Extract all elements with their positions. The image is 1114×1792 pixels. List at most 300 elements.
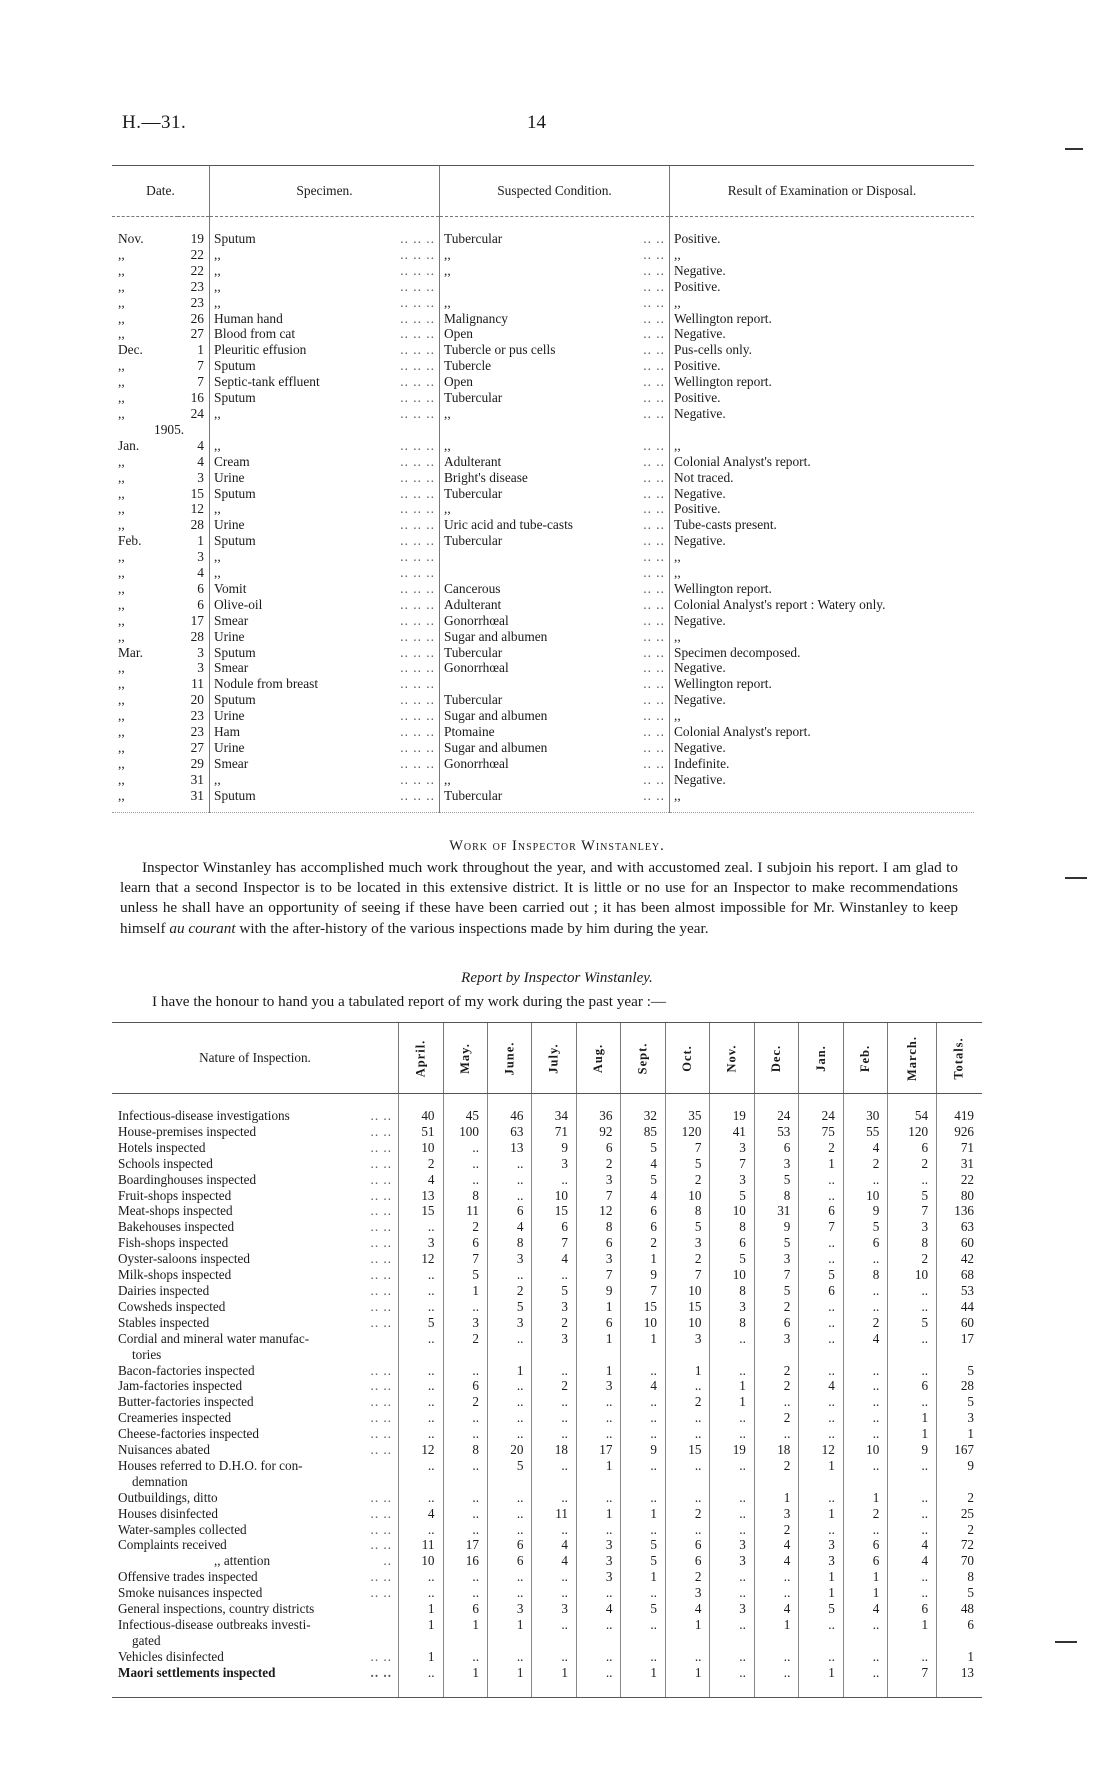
row-total: 25	[937, 1506, 982, 1522]
condition	[444, 295, 669, 311]
specimen-text: Sputum	[214, 644, 256, 660]
table-row	[112, 1124, 982, 1140]
row-total: 28	[937, 1378, 982, 1394]
month-value: 6	[665, 1553, 709, 1569]
specimen	[214, 613, 439, 629]
month-value: ..	[443, 1569, 487, 1585]
leader-dots: .. ..	[370, 1362, 393, 1378]
inspection-label	[118, 1649, 394, 1665]
leader-dots: .. ..	[643, 310, 665, 326]
month-value: 5	[487, 1299, 531, 1315]
month-value: 6	[487, 1553, 531, 1569]
date-month: Dec.	[118, 342, 143, 358]
month-value: 2	[665, 1569, 709, 1585]
specimen	[214, 390, 439, 406]
date-day: 31	[190, 771, 204, 787]
month-value: 15	[665, 1299, 709, 1315]
month-value: 8	[710, 1283, 754, 1299]
month-value: ..	[621, 1649, 665, 1665]
month-value: 9	[621, 1442, 665, 1458]
month-value: ..	[710, 1649, 754, 1665]
month-value: 8	[754, 1188, 798, 1204]
month-value: 1	[576, 1331, 620, 1363]
month-value: 2	[843, 1506, 887, 1522]
month-value: 19	[710, 1094, 754, 1124]
month-value: ..	[399, 1378, 443, 1394]
column-header-label: June.	[502, 1041, 517, 1076]
row-total: 6	[937, 1617, 982, 1649]
month-value: ..	[843, 1426, 887, 1442]
month-value: 5	[621, 1537, 665, 1553]
month-value: ..	[487, 1506, 531, 1522]
specimen-text: ,,	[214, 405, 221, 421]
month-value: ..	[843, 1283, 887, 1299]
condition-text: Adulterant	[444, 453, 502, 469]
leader-dots: .. .. ..	[400, 246, 435, 262]
month-value: ..	[532, 1410, 576, 1426]
month-value: 2	[754, 1458, 798, 1490]
inspection-label-text: Maori settlements inspected	[118, 1664, 276, 1680]
inspection-label-text: Smoke nuisances inspected	[118, 1585, 263, 1601]
month-value: 5	[621, 1553, 665, 1569]
inspection-label	[112, 1267, 399, 1283]
month-value: 1	[710, 1378, 754, 1394]
month-value: 6	[754, 1315, 798, 1331]
date-day: 3	[197, 549, 204, 565]
month-value: ..	[843, 1665, 887, 1698]
page-number: 14	[527, 112, 546, 133]
condition	[444, 326, 669, 342]
specimen-text: ,,	[214, 246, 221, 262]
section-paragraph	[120, 858, 958, 939]
leader-dots: .. .. ..	[400, 676, 435, 692]
specimen	[214, 406, 439, 422]
inspection-label	[112, 1617, 399, 1649]
month-value: ..	[799, 1235, 843, 1251]
leader-dots: .. ..	[643, 771, 665, 787]
leader-dots: .. ..	[643, 326, 665, 342]
inspection-label	[112, 1315, 399, 1331]
condition-text: Tubercular	[444, 644, 503, 660]
specimen-text: Ham	[214, 724, 241, 740]
month-value: 6	[576, 1315, 620, 1331]
table-row	[112, 629, 974, 645]
leader-dots: .. .. ..	[400, 724, 435, 740]
column-header-date: Date.	[112, 166, 210, 217]
inspection-label	[112, 1601, 399, 1617]
month-value: 1	[399, 1649, 443, 1665]
month-value: 12	[399, 1442, 443, 1458]
month-value: 40	[399, 1094, 443, 1124]
month-value: ..	[888, 1283, 937, 1299]
condition	[444, 486, 669, 502]
month-value: 1	[576, 1506, 620, 1522]
specimen-cell	[210, 358, 440, 374]
table-row	[112, 1506, 982, 1522]
month-value: ..	[399, 1665, 443, 1698]
condition	[444, 454, 669, 470]
date-day: 23	[190, 724, 204, 740]
result-cell: Negative.	[670, 692, 975, 708]
result-cell: ,,	[670, 708, 975, 724]
condition-text: Sugar and albumen	[444, 708, 548, 724]
month-value: 3	[799, 1553, 843, 1569]
condition	[444, 692, 669, 708]
table-row	[112, 217, 974, 247]
specimen	[214, 326, 439, 342]
month-value: 1	[799, 1156, 843, 1172]
month-value: 1	[799, 1458, 843, 1490]
leader-dots: .. .. ..	[400, 517, 435, 533]
page-header	[122, 112, 942, 142]
inspection-label-text: Hotels inspected	[118, 1139, 206, 1155]
month-value: ..	[799, 1490, 843, 1506]
month-value: 8	[710, 1315, 754, 1331]
month-value: ..	[665, 1378, 709, 1394]
condition	[444, 517, 669, 533]
month-value: ..	[710, 1410, 754, 1426]
leader-dots: .. ..	[370, 1426, 393, 1442]
month-value: ..	[888, 1331, 937, 1363]
specimen	[214, 692, 439, 708]
month-value: ..	[576, 1617, 620, 1649]
inspection-label	[118, 1426, 394, 1442]
leader-dots: .. ..	[643, 692, 665, 708]
table-row	[112, 438, 974, 454]
table-row	[112, 501, 974, 517]
month-value: 1	[399, 1617, 443, 1649]
specimen	[214, 629, 439, 645]
month-value: ..	[487, 1331, 531, 1363]
condition	[444, 549, 669, 565]
condition-cell	[440, 676, 670, 692]
month-value: 1	[799, 1585, 843, 1601]
inspection-label	[112, 1219, 399, 1235]
condition	[444, 231, 669, 247]
column-header-label: Nov.	[724, 1044, 739, 1073]
table-row	[112, 1553, 982, 1569]
month-value: 6	[799, 1283, 843, 1299]
leader-dots: .. .. ..	[400, 580, 435, 596]
specimen-cell	[210, 390, 440, 406]
month-value: 11	[443, 1203, 487, 1219]
leader-dots: .. .. ..	[400, 740, 435, 755]
month-value: ..	[399, 1490, 443, 1506]
row-total: 13	[937, 1665, 982, 1698]
specimen-text: Sputum	[214, 358, 256, 374]
result-cell: Wellington report.	[670, 581, 975, 597]
month-value: 5	[843, 1219, 887, 1235]
condition-text: Tubercle	[444, 358, 492, 374]
month-value: ..	[443, 1299, 487, 1315]
report-intro: I have the honour to hand you a tabulated report of my work during the past year :—	[152, 993, 667, 1010]
month-value: 2	[888, 1251, 937, 1267]
month-value: ..	[710, 1522, 754, 1538]
month-value: ..	[443, 1458, 487, 1490]
month-value: ..	[888, 1363, 937, 1379]
month-value: ..	[799, 1617, 843, 1649]
inspection-label	[118, 1585, 394, 1601]
condition	[444, 581, 669, 597]
date-month: ,,	[118, 469, 125, 485]
month-value: 2	[443, 1394, 487, 1410]
date-day: 20	[190, 692, 204, 708]
month-value: ..	[399, 1267, 443, 1283]
month-value: 4	[532, 1537, 576, 1553]
result-cell: Negative.	[670, 406, 975, 422]
leader-dots: .. .. ..	[400, 549, 435, 565]
column-header-label: Oct.	[680, 1045, 695, 1072]
condition-cell	[440, 406, 670, 422]
specimen	[214, 597, 439, 613]
month-value: 4	[621, 1188, 665, 1204]
empty-cell	[440, 422, 670, 438]
specimen-cell	[210, 565, 440, 581]
table-row	[112, 422, 974, 438]
month-value: 2	[665, 1394, 709, 1410]
month-value: 2	[754, 1378, 798, 1394]
month-value: ..	[843, 1378, 887, 1394]
date-day: 4	[197, 437, 204, 453]
month-value: 7	[888, 1203, 937, 1219]
specimen-cell	[210, 454, 440, 470]
leader-dots: .. ..	[643, 644, 665, 660]
month-value: 10	[399, 1140, 443, 1156]
month-value: 3	[443, 1315, 487, 1331]
date-month: ,,	[118, 596, 125, 612]
month-value: 10	[710, 1203, 754, 1219]
inspection-label-text: Stables inspected	[118, 1314, 210, 1330]
month-value: 1	[843, 1490, 887, 1506]
month-value: 32	[621, 1094, 665, 1124]
leader-dots: .. .. ..	[400, 405, 435, 421]
month-value: 6	[576, 1235, 620, 1251]
condition	[444, 788, 669, 804]
month-value: 5	[888, 1315, 937, 1331]
condition-cell	[440, 740, 670, 756]
row-total: 419	[937, 1094, 982, 1124]
leader-dots: .. ..	[643, 453, 665, 469]
leader-dots: .. ..	[370, 1123, 393, 1139]
date-month: ,,	[118, 278, 125, 294]
leader-dots: .. .. ..	[400, 501, 435, 517]
result-cell: Negative.	[670, 660, 975, 676]
specimen-text: Urine	[214, 628, 245, 644]
month-value: 3	[532, 1299, 576, 1315]
condition	[444, 629, 669, 645]
month-value: 1	[532, 1665, 576, 1698]
leader-dots: .. .. ..	[400, 278, 435, 294]
condition	[444, 724, 669, 740]
specimen-cell	[210, 708, 440, 724]
month-value: 4	[754, 1553, 798, 1569]
specimen-cell	[210, 629, 440, 645]
result-cell: Positive.	[670, 217, 975, 247]
date-day: 24	[190, 405, 204, 421]
month-value: 5	[621, 1172, 665, 1188]
inspection-label-text: ,, attention	[214, 1553, 271, 1569]
inspection-label	[112, 1172, 399, 1188]
month-value: ..	[532, 1522, 576, 1538]
month-value: ..	[843, 1299, 887, 1315]
month-value: 6	[443, 1235, 487, 1251]
inspection-label-wrapped	[118, 1331, 394, 1363]
specimen-text: Urine	[214, 517, 245, 533]
condition-text: Tubercular	[444, 692, 503, 708]
month-value: ..	[799, 1331, 843, 1363]
table-row	[112, 1172, 982, 1188]
table-row	[112, 1251, 982, 1267]
inspection-label-text: Vehicles disinfected	[118, 1648, 224, 1664]
month-value: 1	[576, 1299, 620, 1315]
leader-dots: .. ..	[643, 342, 665, 358]
month-value: 1	[710, 1394, 754, 1410]
specimen	[214, 549, 439, 565]
row-total: 60	[937, 1315, 982, 1331]
inspection-label	[118, 1665, 394, 1681]
table-row	[112, 1458, 982, 1490]
month-value: ..	[710, 1617, 754, 1649]
month-value: 4	[399, 1506, 443, 1522]
condition	[444, 565, 669, 581]
month-value: 1	[665, 1363, 709, 1379]
specimen	[214, 247, 439, 263]
date-day: 17	[190, 612, 204, 628]
table-row	[112, 1522, 982, 1538]
specimen-cell	[210, 645, 440, 661]
month-value: ..	[710, 1665, 754, 1698]
condition-text: Open	[444, 374, 474, 390]
inspection-label-text: Boardinghouses inspected	[118, 1171, 257, 1187]
inspection-label-text: Fish-shops inspected	[118, 1235, 229, 1251]
month-value: ..	[399, 1299, 443, 1315]
month-value: 7	[710, 1156, 754, 1172]
month-value: ..	[532, 1458, 576, 1490]
result-cell: Colonial Analyst's report.	[670, 724, 975, 740]
month-value: ..	[443, 1522, 487, 1538]
row-total: 44	[937, 1299, 982, 1315]
date-day: 23	[190, 294, 204, 310]
month-value: 1	[621, 1665, 665, 1698]
month-value: 5	[710, 1188, 754, 1204]
condition-cell	[440, 390, 670, 406]
inspection-label	[118, 1363, 394, 1379]
result-cell: Negative.	[670, 772, 975, 788]
month-value: 5	[665, 1156, 709, 1172]
leader-dots: .. ..	[643, 580, 665, 596]
month-value: ..	[754, 1426, 798, 1442]
month-value: 1	[799, 1665, 843, 1698]
result-cell: Wellington report.	[670, 374, 975, 390]
table-row	[112, 1094, 982, 1124]
month-value: 120	[888, 1124, 937, 1140]
month-value: ..	[710, 1426, 754, 1442]
column-header-label: March.	[904, 1036, 919, 1081]
inspection-label	[112, 1537, 399, 1553]
leader-dots: .. ..	[643, 231, 665, 246]
result-cell: ,,	[670, 565, 975, 581]
inspection-label	[112, 1156, 399, 1172]
month-value: 10	[843, 1188, 887, 1204]
month-value: ..	[532, 1617, 576, 1649]
date-month: ,,	[118, 580, 125, 596]
month-value: 4	[843, 1331, 887, 1363]
specimen-text: Olive-oil	[214, 596, 263, 612]
specimen	[214, 660, 439, 676]
month-value: ..	[888, 1569, 937, 1585]
result-cell: Positive.	[670, 279, 975, 295]
leader-dots: .. ..	[370, 1569, 393, 1585]
leader-dots: .. ..	[370, 1378, 393, 1394]
specimen-cell	[210, 279, 440, 295]
inspection-label	[118, 1537, 394, 1553]
month-value: 3	[576, 1172, 620, 1188]
month-value: 1	[487, 1617, 531, 1649]
specimen	[214, 533, 439, 549]
leader-dots: .. .. ..	[400, 612, 435, 628]
month-value: 3	[754, 1251, 798, 1267]
inspection-label	[118, 1156, 394, 1172]
date-day: 31	[178, 788, 210, 813]
inspection-label-text: Butter-factories inspected	[118, 1394, 254, 1410]
result-cell: Negative.	[670, 486, 975, 502]
month-value: ..	[532, 1585, 576, 1601]
condition-cell	[440, 692, 670, 708]
month-value: ..	[799, 1363, 843, 1379]
month-value: ..	[843, 1410, 887, 1426]
condition-text: Sugar and albumen	[444, 740, 548, 755]
table-row	[112, 1426, 982, 1442]
month-value: ..	[843, 1251, 887, 1267]
specimen-text: Smear	[214, 612, 249, 628]
month-value: ..	[532, 1426, 576, 1442]
date-month: ,,	[118, 374, 125, 390]
condition-cell	[440, 342, 670, 358]
month-value: 2	[665, 1172, 709, 1188]
month-value: 1	[487, 1363, 531, 1379]
specimen	[214, 788, 439, 804]
date-day: 11	[191, 676, 204, 692]
inspection-label	[112, 1490, 399, 1506]
lab-table-body	[112, 217, 974, 813]
inspection-table-body	[112, 1094, 982, 1698]
month-value: 1	[888, 1426, 937, 1442]
leader-dots: .. ..	[643, 390, 665, 406]
result-cell: ,,	[670, 295, 975, 311]
column-header-label: Sept.	[635, 1042, 650, 1075]
date-day: 3	[197, 469, 204, 485]
inspection-label	[112, 1331, 399, 1363]
table-row	[112, 326, 974, 342]
result-cell: Colonial Analyst's report : Watery only.	[670, 597, 975, 613]
leader-dots: .. ..	[643, 517, 665, 533]
month-value: 6	[843, 1553, 887, 1569]
date-month: ,,	[112, 788, 178, 813]
condition	[444, 311, 669, 327]
specimen-cell	[210, 217, 440, 247]
date-month: ,,	[118, 310, 125, 326]
row-total: 42	[937, 1251, 982, 1267]
leader-dots: .. .. ..	[400, 485, 435, 501]
month-value: ..	[710, 1585, 754, 1601]
date-month: ,,	[118, 453, 125, 469]
month-value: 5	[665, 1219, 709, 1235]
month-value: 16	[443, 1553, 487, 1569]
leader-dots: .. ..	[643, 485, 665, 501]
table-row	[112, 454, 974, 470]
table-row	[112, 1378, 982, 1394]
month-value: ..	[665, 1410, 709, 1426]
